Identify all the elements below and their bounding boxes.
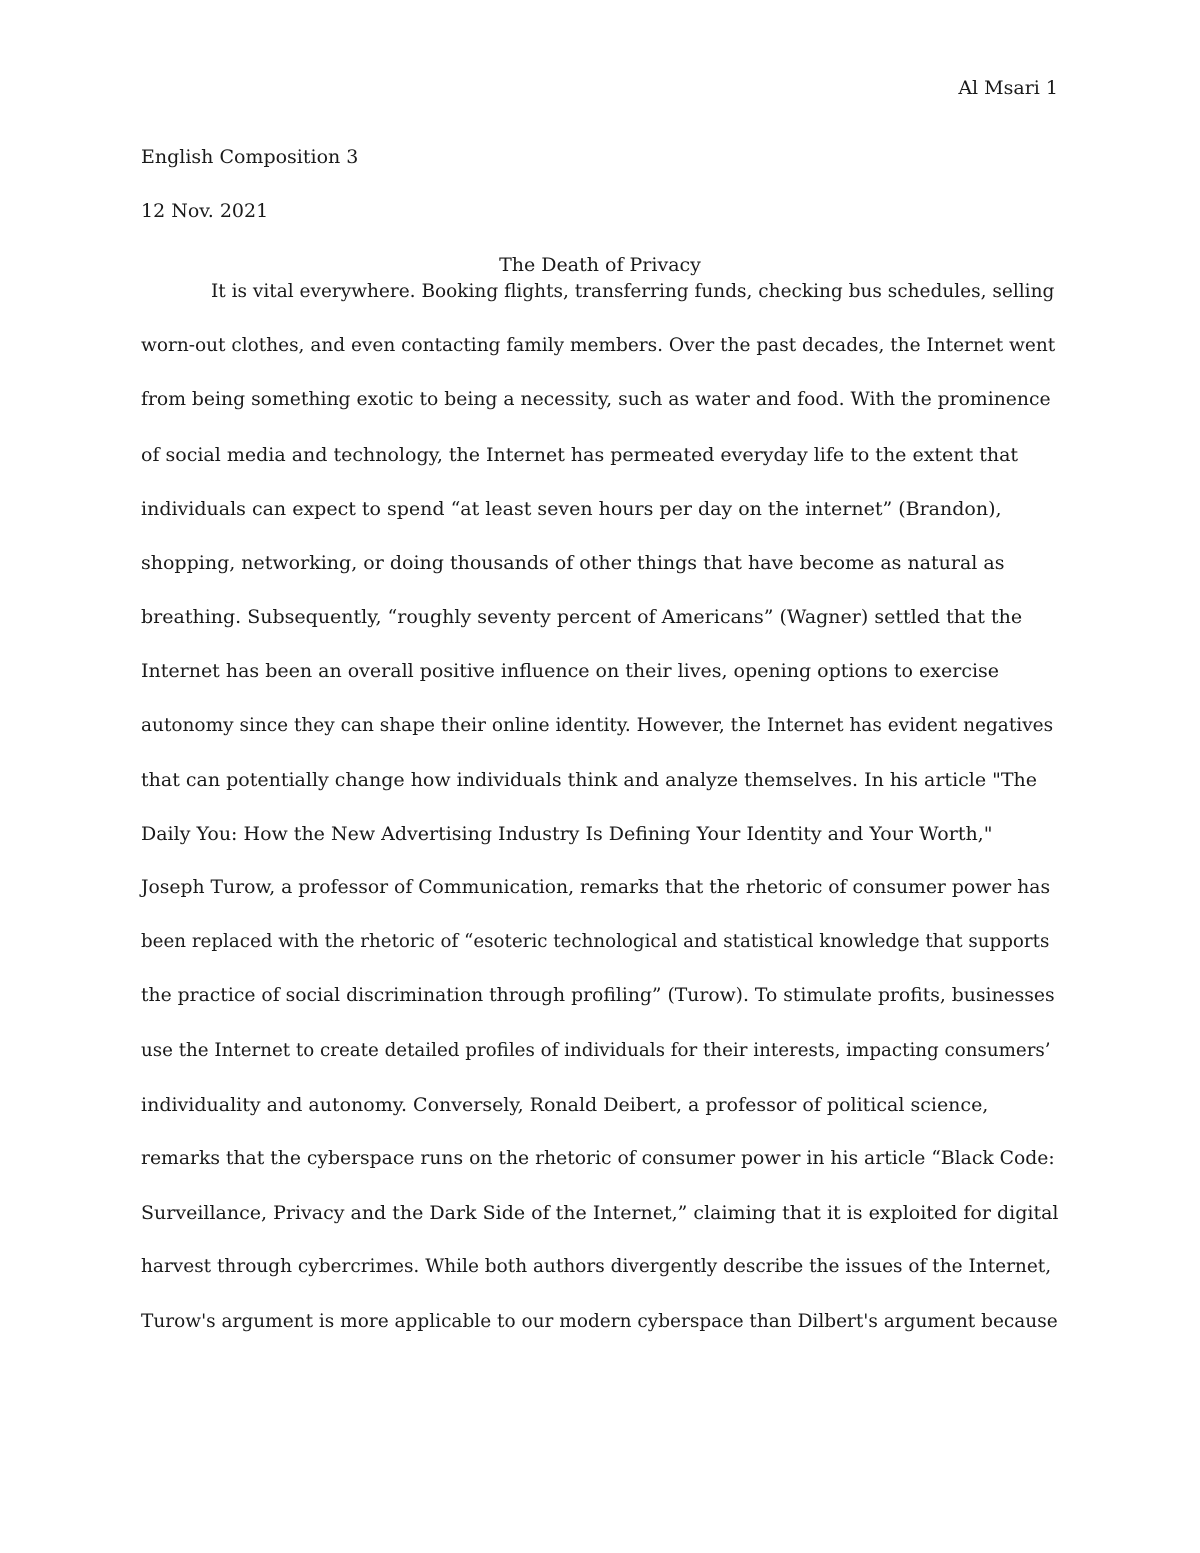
body-line: autonomy since they can shape their online identity. However, the Internet has evident negatives	[141, 714, 1054, 736]
body-line: of social media and technology, the Internet has permeated everyday life to the extent that	[141, 443, 1019, 466]
body-line: the practice of social discrimination through profiling” (Turow). To stimulate profits, businesses	[141, 985, 1055, 1007]
body-line: that can potentially change how individuals think and analyze themselves. In his article "The	[141, 768, 1038, 791]
body-line: shopping, networking, or doing thousands of other things that have become as natural as	[141, 551, 1005, 574]
body-line: worn-out clothes, and even contacting family members. Over the past decades, the Internet went	[141, 335, 1056, 357]
body-line: Joseph Turow, a professor of Communication, remarks that the rhetoric of consumer power has	[141, 877, 1051, 899]
essay-body	[141, 278, 1061, 1362]
running-head: Al Msari 1	[958, 77, 1058, 99]
body-line: breathing. Subsequently, “roughly seventy percent of Americans” (Wagner) settled that the	[141, 606, 1023, 629]
body-line: Daily You: How the New Advertising Industry Is Defining Your Identity and Your Worth,"	[141, 822, 993, 845]
body-line: Surveillance, Privacy and the Dark Side of the Internet,” claiming that it is exploited for digital	[141, 1202, 1059, 1225]
course-name: English Composition 3	[141, 146, 359, 168]
body-line: It is vital everywhere. Booking flights, transferring funds, checking bus schedules, selling	[211, 281, 1055, 302]
body-line: Turow's argument is more applicable to our modern cyberspace than Dilbert's argument because	[141, 1310, 1058, 1332]
body-line: harvest through cybercrimes. While both authors divergently describe the issues of the Internet,	[141, 1256, 1052, 1278]
body-line: remarks that the cyberspace runs on the rhetoric of consumer power in his article “Black Code:	[141, 1148, 1055, 1169]
body-line: Internet has been an overall positive influence on their lives, opening options to exercise	[141, 660, 1000, 683]
body-line: individuals can expect to spend “at least seven hours per day on the internet” (Brandon),	[141, 497, 1002, 520]
body-line: individuality and autonomy. Conversely, Ronald Deibert, a professor of political science,	[141, 1093, 989, 1116]
body-line: use the Internet to create detailed profiles of individuals for their interests, impacting consumers’	[141, 1039, 1051, 1061]
date-line: 12 Nov. 2021	[141, 200, 269, 222]
body-line: been replaced with the rhetoric of “esoteric technological and statistical knowledge that supports	[141, 931, 1050, 953]
body-line: from being something exotic to being a necessity, such as water and food. With the prominence	[141, 389, 1051, 411]
essay-title: The Death of Privacy	[499, 254, 701, 276]
